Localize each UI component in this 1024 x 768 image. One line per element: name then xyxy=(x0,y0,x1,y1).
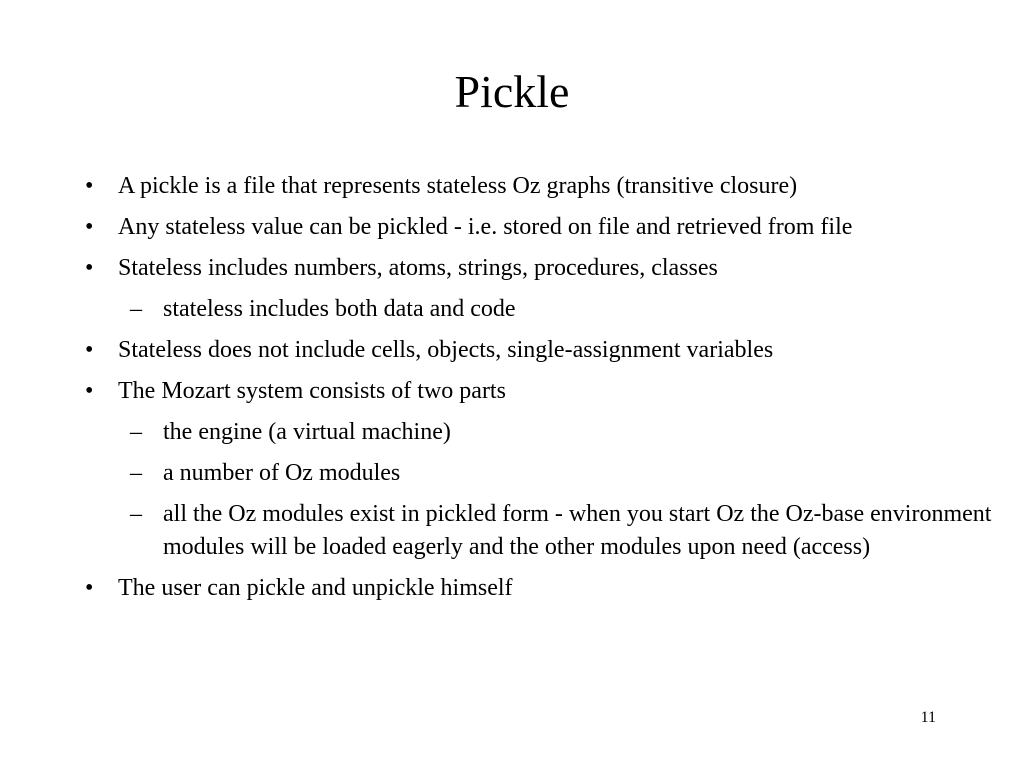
sub-bullet-item xyxy=(0,498,993,564)
sub-bullet-item xyxy=(0,416,993,449)
bullet-marker: • xyxy=(85,575,94,601)
dash-marker: – xyxy=(130,419,142,445)
bullet-marker: • xyxy=(85,337,94,363)
bullet-item xyxy=(0,572,998,605)
bullet-marker: • xyxy=(85,255,94,281)
sub-bullet-text: all the Oz modules exist in pickled form - when you start Oz the Oz-base environment modules will be loaded eagerly and the other modules upon need (access) xyxy=(163,501,992,560)
dash-marker: – xyxy=(130,296,142,322)
bullet-marker: • xyxy=(85,378,94,404)
bullet-marker: • xyxy=(85,173,94,199)
sub-bullet-text: a number of Oz modules xyxy=(163,460,401,486)
bullet-text: The user can pickle and unpickle himself xyxy=(118,575,513,601)
bullet-list xyxy=(0,170,1024,613)
dash-marker: – xyxy=(130,501,142,527)
bullet-item xyxy=(0,375,998,408)
sub-bullet-item xyxy=(0,457,993,490)
bullet-item xyxy=(0,334,998,367)
slide-title: Pickle xyxy=(454,66,570,117)
bullet-text: Stateless includes numbers, atoms, strings, procedures, classes xyxy=(118,255,718,281)
bullet-text: Any stateless value can be pickled - i.e. stored on file and retrieved from file xyxy=(118,214,853,240)
bullet-item xyxy=(0,211,998,244)
bullet-text: A pickle is a file that represents stateless Oz graphs (transitive closure) xyxy=(118,173,798,199)
bullet-marker: • xyxy=(85,214,94,240)
bullet-text: Stateless does not include cells, objects, single-assignment variables xyxy=(118,337,774,363)
bullet-item xyxy=(0,170,998,203)
page-number: 11 xyxy=(920,709,936,726)
sub-bullet-text: stateless includes both data and code xyxy=(163,296,516,322)
dash-marker: – xyxy=(130,460,142,486)
sub-bullet-text: the engine (a virtual machine) xyxy=(163,419,451,445)
bullet-text: The Mozart system consists of two parts xyxy=(118,378,506,404)
bullet-item xyxy=(0,252,998,285)
sub-bullet-item xyxy=(0,293,993,326)
